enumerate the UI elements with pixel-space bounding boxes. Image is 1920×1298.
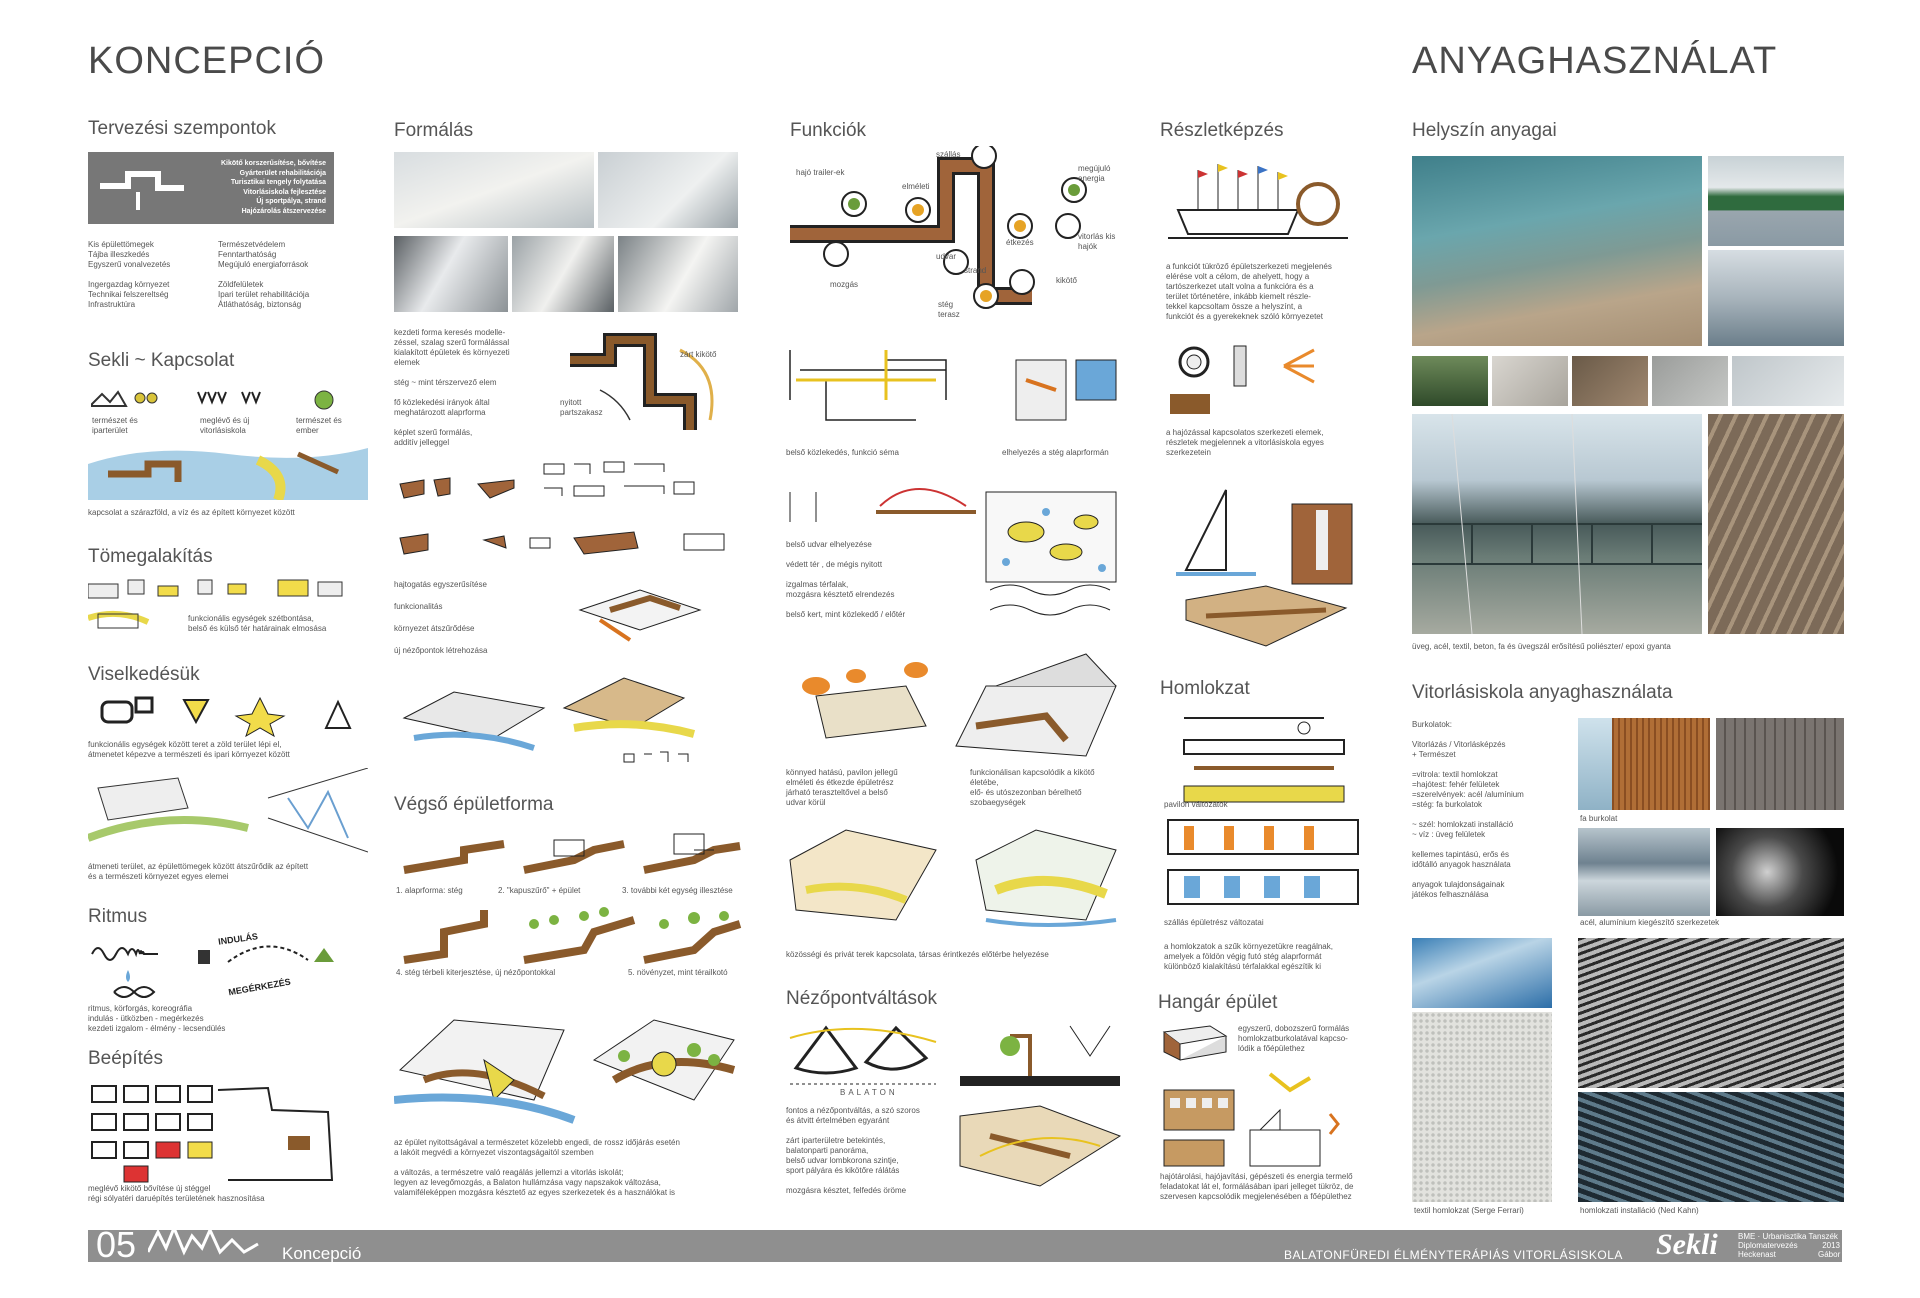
- page-title-koncepcio: KONCEPCIÓ: [88, 40, 326, 82]
- helyszin-caption: üveg, acél, textil, beton, fa és üvegszál erősítésű poliészter/ epoxi gyanta: [1412, 642, 1671, 651]
- reszlet-sail-sketch: [1166, 470, 1366, 650]
- viselk-caption-2: átmeneti terület, az épülettömegek között átszűrődik az épített és a természeti környezet egyes elemei: [88, 862, 309, 881]
- vegso-step-5: 5. növényzet, mint térailkotó: [628, 968, 728, 977]
- section-title-ritmus: Ritmus: [88, 906, 148, 927]
- vegso-step-4: 4. stég térbeli kiterjesztése, új nézőpontokkal: [396, 968, 556, 977]
- helyszin-photo-reeds: [1412, 356, 1488, 406]
- ritmus-caption: ritmus, körforgás, koreográfia indulás - ütközben - megérkezés kezdeti izgalom - élmény - lecsendülés: [88, 1004, 226, 1033]
- sekli-site-sketch: [88, 444, 368, 500]
- footer-logo: Sekli: [1656, 1228, 1718, 1261]
- formalas-label-nyitott: nyitott partszakasz: [560, 398, 603, 417]
- nezopont-sketch-label: BALATON: [840, 1088, 898, 1097]
- helyszin-photo-wood: [1572, 356, 1648, 406]
- section-title-beepites: Beépítés: [88, 1048, 163, 1069]
- funkciok-label-kikoto: kikötő: [1056, 276, 1077, 285]
- hangar-elevation-sketch: [1160, 1070, 1360, 1170]
- viselk-icons-sketch: [88, 692, 368, 738]
- vegso-step-1: 1. alaprforma: stég: [396, 886, 463, 895]
- hangar-box-sketch: [1160, 1022, 1230, 1062]
- funkciok-label-hajo: hajó trailer-ek: [796, 168, 845, 177]
- funkciok-text-2: belső udvar elhelyezése védett tér , de mégis nyitott izgalmas térfalak, mozgásra késztető elrendezés belső kert, mint közlekedő / előtér: [786, 540, 906, 619]
- funkciok-pavilion-sketch: [786, 646, 1126, 766]
- funkciok-label-strand: strand: [964, 266, 987, 275]
- sekli-label-2: meglévő és új vitorlásiskola: [200, 416, 250, 435]
- vitorlas-caption-fa: fa burkolat: [1580, 814, 1618, 823]
- funkciok-waves-sketch: [990, 580, 1130, 620]
- funkciok-label-elmeleti: elméleti: [902, 182, 930, 191]
- vitorlas-photo-textile-mesh: [1412, 1012, 1552, 1202]
- sekli-label-1: természet és iparterület: [92, 416, 138, 435]
- formalas-folding-sketch: [394, 454, 740, 574]
- sekli-label-3: természet és ember: [296, 416, 342, 435]
- funkciok-caption-4: közösségi és privát terek kapcsolata, társas érintkezés előtérbe helyezése: [786, 950, 1049, 959]
- vitorlas-photo-installation-wave: [1578, 1092, 1844, 1202]
- sekli-caption: kapcsolat a szárazföld, a víz és az épített környezet között: [88, 508, 295, 517]
- section-title-vegso: Végső épületforma: [394, 794, 554, 815]
- section-title-helyszin: Helyszín anyagai: [1412, 120, 1557, 141]
- tervezesi-list-right: Természetvédelem Fenntarthatóság Megújuló energiaforrások Zöldfelületek Ipari terület rehabilitációja Átláthatóság, biztonság: [218, 240, 310, 309]
- homlokzat-caption-1: pavilon változatok: [1164, 800, 1228, 809]
- footer-section: Koncepció: [282, 1244, 362, 1263]
- funkciok-caption-1: belső közlekedés, funkció séma: [786, 448, 899, 457]
- funkciok-label-vitorlas: vitorlás kis hajók: [1078, 232, 1116, 251]
- reszlet-text-1: a funkciót tükröző épületszerkezeti megjelenés elérése volt a célom, de ahelyett, hogy a tartószerkezet utalt volna a funkcióra és a terület történetére, inkább kiemelt részle- tekkel kapcsoltam össze a helyszínt, a funkciót és a gyerekeknek szóló környezetet: [1166, 262, 1332, 321]
- section-title-tomeg: Tömegalakítás: [88, 546, 213, 567]
- viselk-perspective-sketch: [88, 768, 368, 854]
- formalas-label-zart: zárt kikötő: [680, 350, 717, 359]
- nezopont-eye-sketch: [786, 1018, 946, 1098]
- funkciok-caption-1b: elhelyezés a stég alaprformán: [1002, 448, 1109, 457]
- helyszin-photo-sand: [1492, 356, 1568, 406]
- viselk-caption-1: funkcionális egységek között teret a zöld terület lépi el, átmenetet képezve a természeti és ipari környezet között: [88, 740, 290, 759]
- vitorlas-caption-textil: textil homlokzat (Serge Ferrari): [1414, 1206, 1524, 1215]
- footer-waveform-icon: [148, 1222, 268, 1262]
- section-title-vitorlas: Vitorlásiskola anyaghasználata: [1412, 682, 1673, 703]
- nezopont-text: fontos a nézőpontváltás, a szó szoros és átvitt értelmében egyaránt zárt iparterületre betekintés, balatonparti panoráma, belső udvar lombkorona szintje, sport pályára és kikötőre rálátás mozgásra késztet, felfedés öröme: [786, 1106, 920, 1195]
- helyszin-photo-metal: [1732, 356, 1844, 406]
- section-title-sekli: Sekli ~ Kapcsolat: [88, 350, 235, 371]
- funkciok-label-steg: stég terasz: [938, 300, 960, 319]
- helyszin-photo-marina: [1708, 156, 1844, 246]
- homlokzat-lodging-sketch: [1164, 814, 1364, 914]
- section-title-tervezesi: Tervezési szempontok: [88, 118, 276, 139]
- section-title-viselk: Viselkedésük: [88, 664, 200, 685]
- section-title-formalas: Formálás: [394, 120, 474, 141]
- section-title-funkciok: Funkciók: [790, 120, 867, 141]
- section-title-nezopont: Nézőpontváltások: [786, 988, 938, 1009]
- helyszin-photo-concrete: [1652, 356, 1728, 406]
- vegso-text: az épület nyitottságával a természetet közelebb engedi, de rossz időjárás esetén a lakóit megvédi a környezet viszontagságaitól szemben a változás, a természetre való reagálás jellemzi a vitorlás iskolát; legyen az levegőmozgás, a Balaton hullámzása vagy napszakok változása, valamiféleképpen mozgásra késztető az egyes szerkezetek és a használókat is: [394, 1138, 680, 1197]
- funkciok-label-megujulo: megújuló energia: [1078, 164, 1111, 183]
- tervezesi-site-diagram: [98, 166, 188, 212]
- tomeg-caption: funkcionális egységek szétbontása, belső és külső tér határainak elmosása: [188, 614, 327, 633]
- section-title-hangar: Hangár épület: [1158, 992, 1278, 1013]
- formalas-list: hajtogatás egyszerűsítése funkcionalitás környezet átszűrődése új nézőpontok létrehozása: [394, 580, 488, 655]
- hangar-text-1: egyszerű, dobozszerű formálás homlokzatburkolatával kapcso- lódik a főépülethez: [1238, 1024, 1350, 1053]
- tervezesi-list-left: Kis épülettömegek Tájba illeszkedés Egyszerű vonalvezetés Ingergazdag környezet Technikai felszereltség Infrastruktúra: [88, 240, 171, 309]
- section-title-homlokzat: Homlokzat: [1160, 678, 1250, 699]
- funkciok-circulation-sketch: [786, 340, 1126, 450]
- funkciok-text-3b: funkcionálisan kapcsolódik a kikötő életébe, elő- és utószezonban bérelhető szobaegységek: [970, 768, 1095, 807]
- vegso-step-3: 3. további két egység illesztése: [622, 886, 733, 895]
- homlokzat-caption-2: szállás épületrész változatai: [1164, 918, 1264, 927]
- footer-info-left: BME · Urbanisztika Tanszék Diplomatervezés Heckenast: [1738, 1232, 1838, 1259]
- ritmus-word-megerkezes: MEGÉRKEZÉS: [227, 976, 292, 998]
- vitorlas-photo-wood-facade: [1578, 718, 1710, 810]
- formalas-model-photo-3: [394, 236, 508, 312]
- helyszin-photo-hangar: [1412, 414, 1702, 634]
- hangar-text-2: hajótárolási, hajójavítási, gépészeti és energia termelő feladatokat lát el, formálásában ipari jelleget tükröz, de szervesen kapcsolódik megjelenésében a főépülethez: [1160, 1172, 1354, 1201]
- tervezesi-box: [88, 152, 334, 224]
- formalas-iso-sketch: [570, 570, 740, 650]
- section-title-reszlet: Részletképzés: [1160, 120, 1284, 141]
- funkciok-label-szallas: szállás: [936, 150, 961, 159]
- formalas-model-photo-2: [598, 152, 738, 228]
- footer-info-right: 2013 Gábor: [1818, 1241, 1841, 1259]
- tervezesi-box-lines: Kikötő korszerűsítése, bővítése Gyárterület rehabilitációja Turisztikai tengely folytatása Vitorlásiskola fejlesztése Új sportpálya, strand Hajózárolás átszervezése: [220, 160, 326, 215]
- reszlet-text-2: a hajózással kapcsolatos szerkezeti elemek, részletek megjelennek a vitorlásiskola egyes szerkezetein: [1166, 428, 1324, 457]
- vegso-step-2: 2. "kapuszűrő" + épület: [498, 886, 581, 895]
- helyszin-photo-masts: [1708, 250, 1844, 346]
- vegso-perspective-sketch: [394, 1000, 744, 1130]
- beepites-caption: meglévő kikötő bővítése új stéggel régi sólyatéri daruépítés területének hasznosítása: [88, 1184, 265, 1203]
- formalas-model-photo-1: [394, 152, 594, 228]
- vitorlas-photo-steel: [1578, 828, 1710, 916]
- vitorlas-caption-installacio: homlokzati installáció (Ned Kahn): [1580, 1206, 1699, 1215]
- formalas-ribbon-sketch: [560, 330, 740, 440]
- vitorlas-text: Burkolatok: Vitorlázás / Vitorlásképzés + Természet =vitrola: textil homlokzat =hajótest: fehér felületek =szerelvények: acél /alumínium =stég: fa burkolatok ~ szél: homlokzati installáció ~ víz : üveg felületek kellemes tapintású, erős és időtálló anyagok használata anyagok tulajdonságainak játékos felhasználása: [1412, 720, 1524, 899]
- funkciok-courtyard-sketch: [786, 820, 1126, 940]
- footer-page-number: 05: [96, 1224, 137, 1265]
- funkciok-label-etkezes: étkezés: [1006, 238, 1034, 247]
- vitorlas-photo-textile-facade: [1412, 938, 1552, 1008]
- reszlet-boat-sketch: [1168, 150, 1348, 246]
- helyszin-photo-slats: [1708, 414, 1844, 634]
- vitorlas-photo-glass-strip: [1578, 718, 1612, 810]
- footer-project-title: BALATONFÜREDI ÉLMÉNYTERÁPIÁS VITORLÁSISKOLA: [1284, 1248, 1623, 1262]
- funkciok-label-mozgas: mozgás: [830, 280, 859, 289]
- formalas-text: kezdeti forma keresés modelle- zéssel, szalag szerű formálással kialakított épületek és környezeti elemek stég ~ mint térszervező elem fő közlekedési irányok által meghatározott alaprforma képlet szerű formálás, additív jelleggel: [394, 328, 510, 447]
- reszlet-details-sketch: [1164, 340, 1364, 420]
- homlokzat-text: a homlokzatok a szűk környezetükre reagálnak, amelyek a földön végig futó stég alaprformát különböző kialakítású térfalakkal egészítik ki: [1164, 942, 1333, 971]
- formalas-model-photo-4: [512, 236, 614, 312]
- helyszin-hangar-lines: [1412, 414, 1702, 634]
- vitorlas-photo-wood-planks: [1716, 718, 1844, 810]
- vitorlas-caption-acel: acél, alumínium kiegészítő szerkezetek: [1580, 918, 1720, 927]
- funkciok-text-3a: könnyed hatású, pavilon jellegű elméleti és étkezde épületrész járható teraszteltővel a belső udvar körül: [786, 768, 898, 807]
- vitorlas-photo-installation-grid: [1578, 938, 1844, 1088]
- ritmus-word-indulas: INDULÁS: [217, 931, 259, 947]
- funkciok-label-udvar: udvar: [936, 252, 957, 261]
- nezopont-perspective-sketch: [950, 1016, 1130, 1196]
- vitorlas-photo-aluminium: [1716, 828, 1844, 916]
- helyszin-photo-water-net: [1412, 156, 1702, 346]
- formalas-perspective-sketch: [394, 668, 740, 768]
- formalas-model-photo-5: [618, 236, 738, 312]
- page-title-anyaghasznalat: ANYAGHASZNÁLAT: [1412, 40, 1778, 82]
- beepites-sketch: [88, 1080, 368, 1190]
